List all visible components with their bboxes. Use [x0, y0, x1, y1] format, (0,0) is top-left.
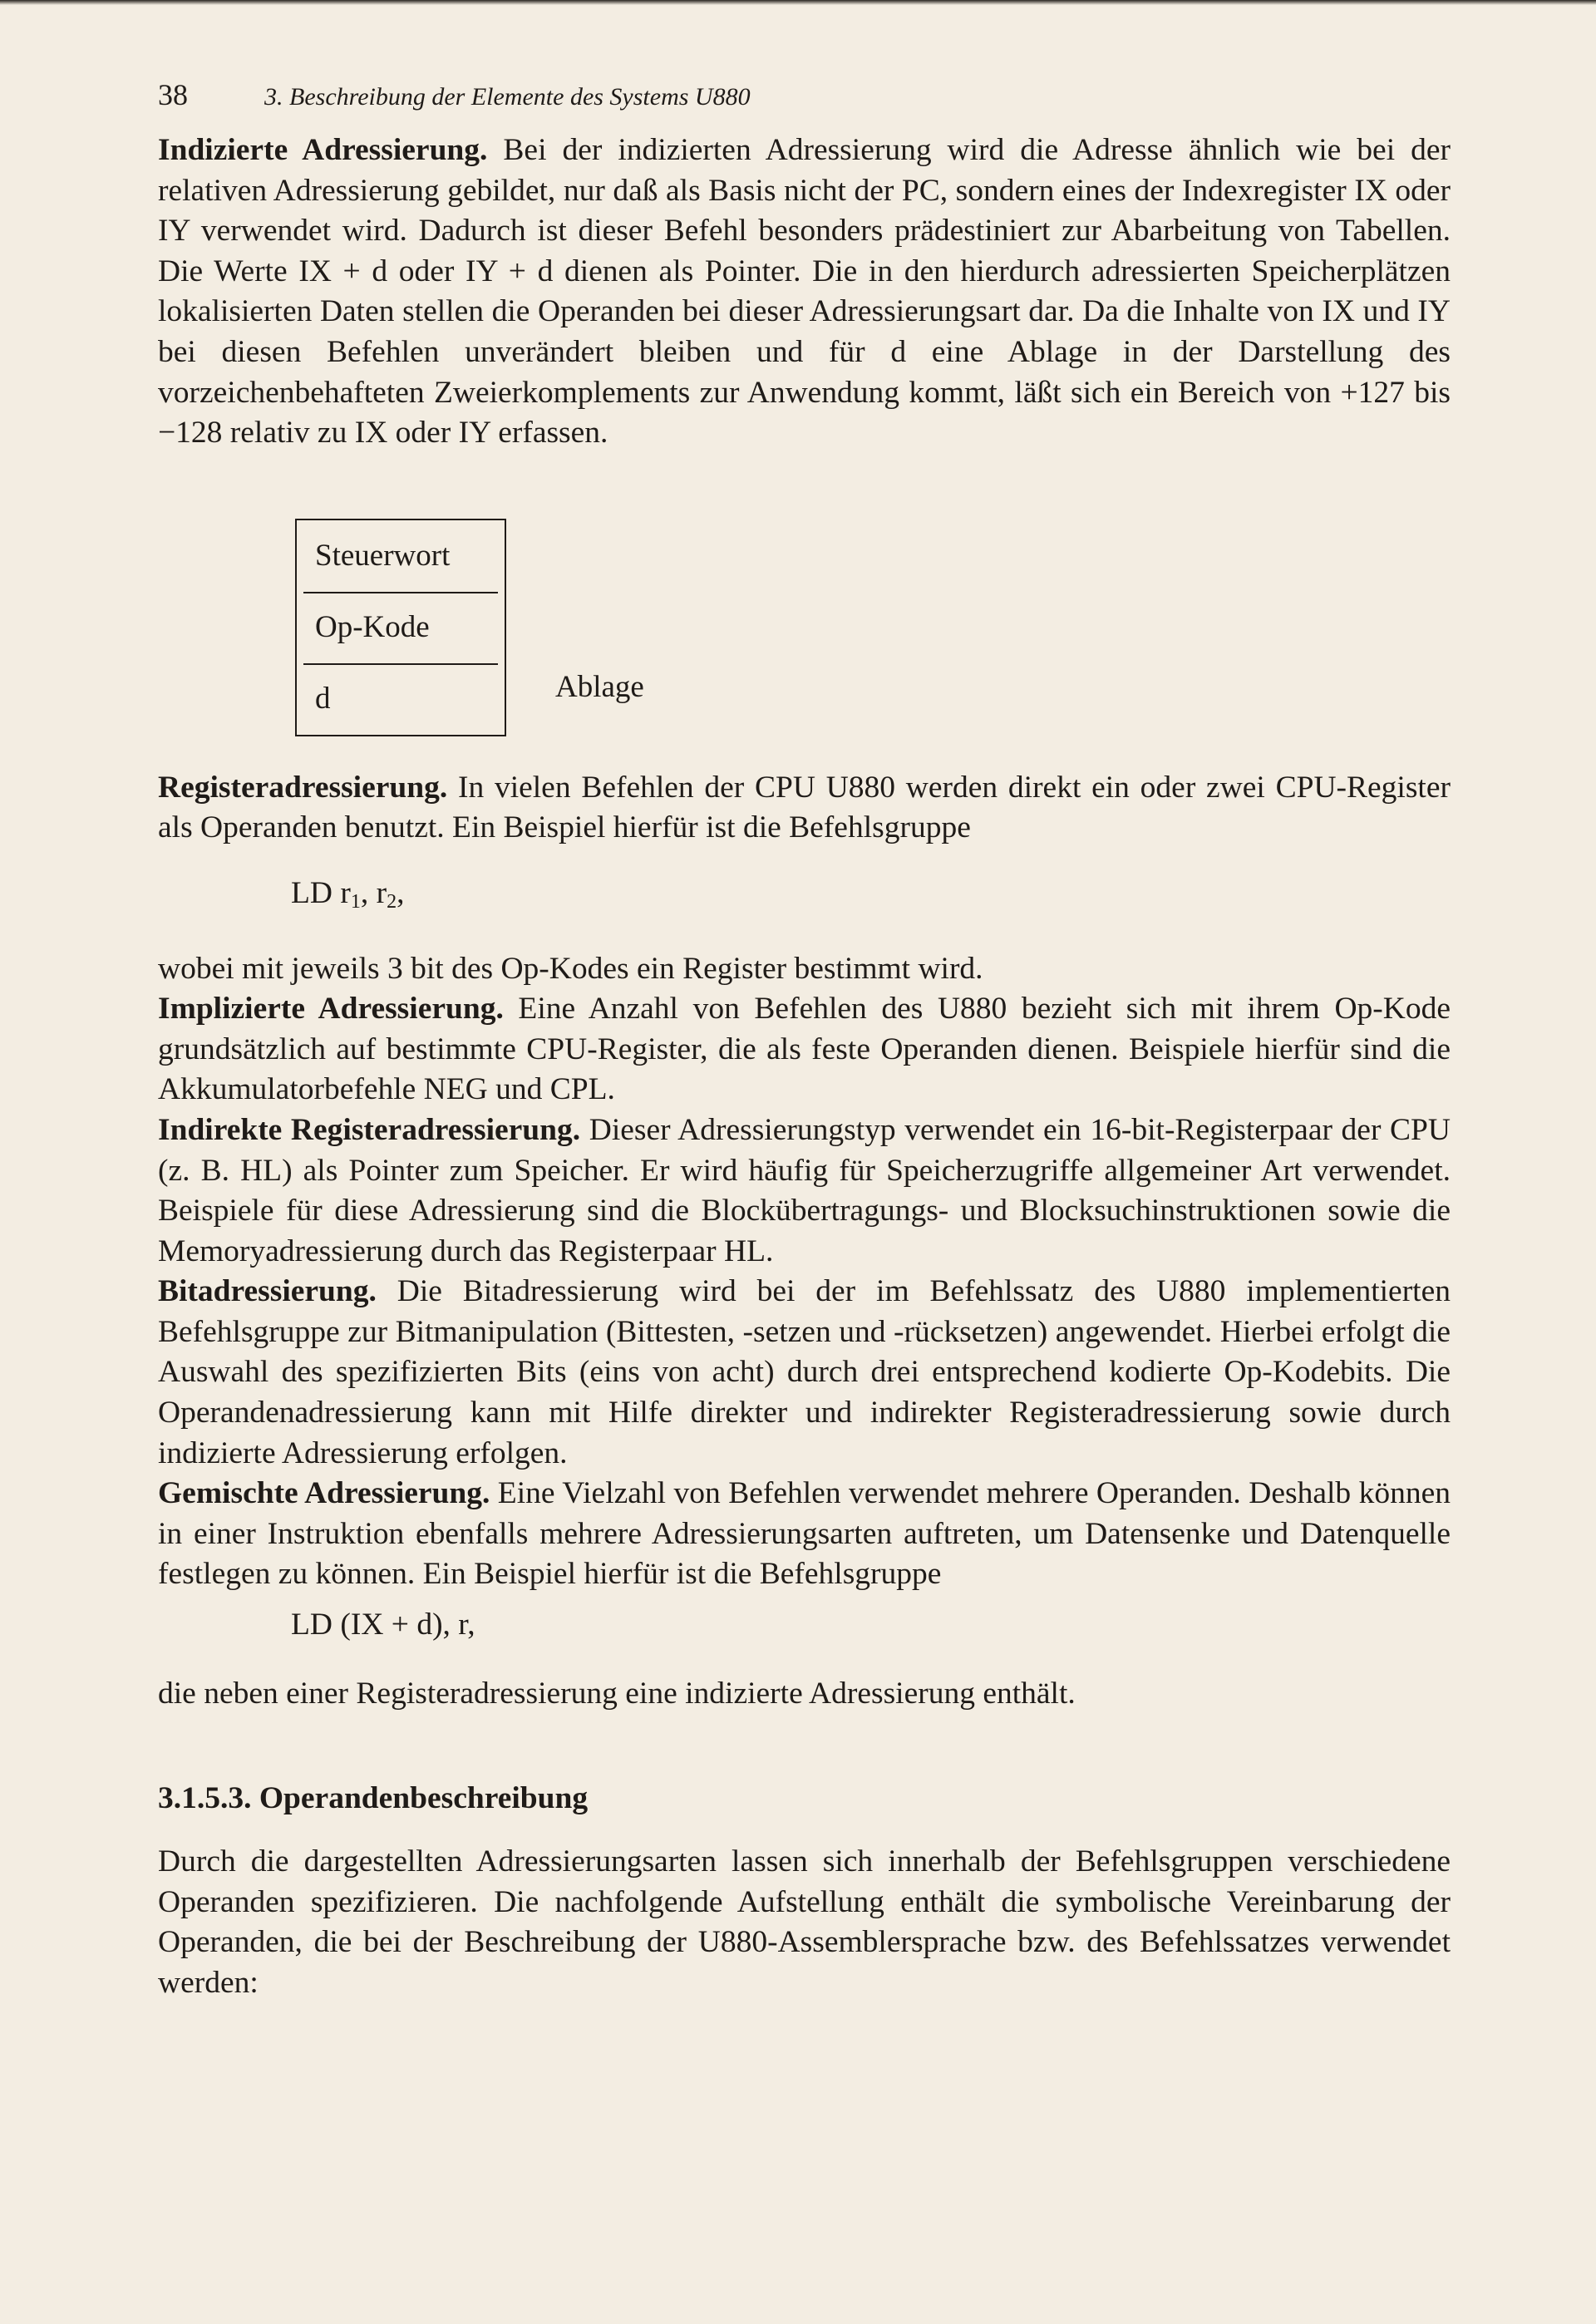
term-indexed-addressing: Indizierte Adressierung.: [158, 133, 488, 167]
paragraph-operand-description: Durch die dargestellten Adressierungsarten lassen sich innerhalb der Befehlsgruppen verschiedene Operanden spezifizieren. Die nachfolgende Aufstellung enthält die symbolische Vereinbarung der Operanden, die bei der Beschreibung der U880-Assemblersprache bzw. des Befehlssatzes verwendet werden:: [158, 1844, 1451, 2000]
term-mixed-addressing: Gemischte Adressierung.: [158, 1476, 490, 1511]
cell-d: d: [315, 681, 331, 716]
running-title: 3. Beschreibung der Elemente des Systems U880: [264, 83, 751, 111]
page-number: 38: [158, 78, 188, 111]
formula-ld-r1-r2: LD $r_1$, $r_2$,: [291, 875, 405, 913]
text-bit-addressing: Die Bitadressierung wird bei der im Befehlssatz des U880 implementierten Befehlsgruppe zur Bitmanipulation (Bittesten, -setzen und -rücksetzen) angewendet. Hierbei erfolgt die Auswahl des spezifizierten Bits (eins von acht) durch drei entsprechend kodierte Op-Kodebits. Die Operandenadressierung kann mit Hilfe direkter und indirekter Registeradressierung sowie durch indizierte Adressierung erfolgen.: [158, 1274, 1451, 1470]
section-heading: 3.1.5.3. Operandenbeschreibung: [158, 1781, 589, 1816]
paragraph-implied-addressing: [158, 989, 1451, 1110]
label-ablage: Ablage: [555, 669, 644, 704]
term-bit-addressing: Bitadressierung.: [158, 1274, 377, 1309]
paragraph-mixed-after: die neben einer Registeradressierung eine indizierte Adressierung enthält.: [158, 1676, 1076, 1711]
paragraph-bit-addressing: [158, 1272, 1451, 1474]
text-register-addressing: In vielen Befehlen der CPU U880 werden direkt ein oder zwei CPU-Register als Operanden benutzt. Ein Beispiel hierfür ist die Befehlsgruppe: [158, 770, 1451, 845]
term-implied-addressing: Implizierte Adressierung.: [158, 992, 504, 1027]
running-head: [158, 76, 1451, 116]
text-implied-addressing: Eine Anzahl von Befehlen des U880 bezieht sich mit ihrem Op-Kode grundsätzlich auf bestimmte CPU-Register, die als feste Operanden dienen. Beispiele hierfür sind die Akkumulatorbefehle NEG und CPL.: [158, 992, 1451, 1107]
text-indirect-addressing: Dieser Adressierungstyp verwendet ein 16-bit-Registerpaar der CPU (z. B. HL) als Pointer zum Speicher. Er wird häufig für Speicherzugriffe allgemeiner Art verwendet. Beispiele für diese Adressierung sind die Blockübertragungs- und Blocksuchinstruktionen sowie die Memoryadressierung durch das Registerpaar HL.: [158, 1112, 1451, 1268]
paragraph-indexed-addressing: [158, 130, 1451, 454]
addressing-figure: [158, 487, 1451, 768]
cell-op-kode: Op-Kode: [315, 609, 430, 644]
paragraph-indirect-addressing: [158, 1110, 1451, 1272]
text-indexed-addressing: Bei der indizierten Adressierung wird die Adresse ähnlich wie bei der relativen Adressierung gebildet, nur daß als Basis nicht der PC, sondern eines der Indexregister IX oder IY verwendet wird. Dadurch ist dieser Befehl besonders prädestiniert zur Abarbeitung von Tabellen. Die Werte IX + d oder IY + d dienen als Pointer. Die in den hierdurch adressierten Speicherplätzen lokalisierten Daten stellen die Operanden bei dieser Adressierungsart dar. Da die Inhalte von IX und IY bei diesen Befehlen unverändert bleiben und für d eine Ablage in der Darstellung des vorzeichenbehafteten Zweierkomplements zur Anwendung kommt, läßt sich ein Bereich von +127 bis −128 relativ zu IX oder IY erfassen.: [158, 133, 1451, 451]
paragraph-register-after: wobei mit jeweils 3 bit des Op-Kodes ein Register bestimmt wird.: [158, 951, 983, 986]
paragraph-register-addressing: [158, 768, 1451, 849]
cell-steuerwort: Steuerwort: [315, 538, 451, 573]
box-divider: [303, 663, 498, 665]
term-indirect-addressing: Indirekte Registeradressierung.: [158, 1112, 581, 1147]
page-content: [158, 76, 1451, 2004]
instruction-format-box: [295, 519, 506, 736]
text-mixed-addressing: Eine Vielzahl von Befehlen verwendet mehrere Operanden. Deshalb können in einer Instruktion ebenfalls mehrere Adressierungsarten auftreten, um Datensenke und Datenquelle festlegen zu können. Ein Beispiel hierfür ist die Befehlsgruppe: [158, 1476, 1451, 1592]
term-register-addressing: Registeradressierung.: [158, 770, 448, 805]
paragraph-mixed-addressing: [158, 1474, 1451, 1595]
box-divider: [303, 592, 498, 593]
formula-ld-ix-d-r: LD (IX + d), r,: [291, 1608, 475, 1642]
page-edge: [0, 0, 1596, 5]
